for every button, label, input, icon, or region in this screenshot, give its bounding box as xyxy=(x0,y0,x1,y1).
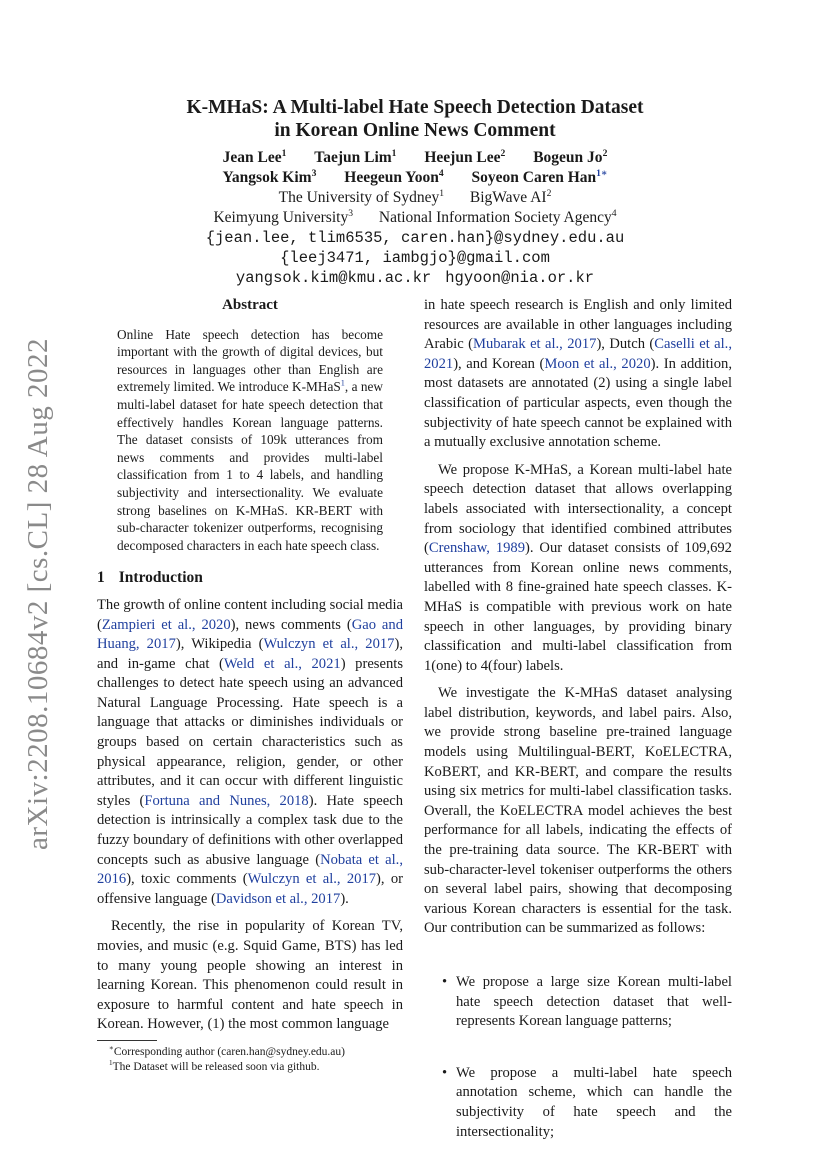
bullet-icon: • xyxy=(442,1064,448,1081)
list-item: • We propose a large size Korean multi-label hate speech detection dataset that well-represents Korean language patterns; xyxy=(442,974,732,1030)
citation-link[interactable]: Davidson et al., 2017 xyxy=(215,890,341,907)
citation-link[interactable]: Nobata et al., 2016 xyxy=(97,851,403,888)
citation-link[interactable]: Caselli et al., 2021 xyxy=(424,336,732,372)
citation-link[interactable]: Weld et al., 2021 xyxy=(223,655,341,672)
abstract-text: Online Hate speech detection has become important with the growth of digital devices, but resources in languages other than English are extremely limited. We introduce K-MHaS$^1$, a new multi-label dataset for hate speech detection that effectively handles Korean language patterns. The dataset consists of 109k utterances from news comments and provides multi-label classification from 1 to 4 labels, and handling subjectivity and intersectionality. We evaluate strong baselines on K-MHaS. KR-BERT with sub-character tokenizer outperforms, recognising decomposed characters in each hate speech class. xyxy=(117,326,383,553)
citation-link[interactable]: Wulczyn et al., 2017 xyxy=(247,871,377,888)
left-column xyxy=(97,296,403,1035)
affiliation-row-2 xyxy=(100,208,730,228)
author: Yangsok Kim$^3$ xyxy=(222,167,317,186)
right-paragraph-1: in hate speech research is English and only limited resources are available in other languages including Arabic (Mubarak et al., 2017), Dutch (Caselli et al., 2021), and Korean (Moon et al., 2020). In addition, most datasets are annotated (2) using a single label classification of particular aspects, even though the subjectivity of hate speech cannot be explained with a mutually exclusive annotation scheme. xyxy=(424,297,732,451)
affiliation: National Information Society Agency$^4$ xyxy=(378,207,617,226)
citation-link[interactable]: Zampieri et al., 2020 xyxy=(101,616,231,633)
email-line-3 xyxy=(100,268,730,288)
intro-paragraph-1: The growth of online content including social media (Zampieri et al., 2020), news comments (Gao and Huang, 2017), Wikipedia (Wulczyn et al., 2017), and in-game chat (Weld et al., 2021) presents challenges to detect hate speech using an advanced Natural Language Processing. Hate speech is a language that attacks or diminishes individuals or groups based on certain characteristics such as physical appearance, religion, gender, or other attributes, and it can occur with different linguistic styles (Fortuna and Nunes, 2018). Hate speech detection is intrinsically a complex task due to the fuzzy boundary of definitions with other overlapped concepts such as abusive language (Nobata et al., 2016), toxic comments (Wulczyn et al., 2017), or offensive language (Davidson et al., 2017). xyxy=(97,596,403,907)
footnote-dataset: $^1$The Dataset will be released soon via github. xyxy=(109,1059,320,1073)
author-row-2 xyxy=(100,168,730,188)
author: Taejun Lim$^1$ xyxy=(314,147,397,166)
footnotes xyxy=(97,1040,403,1075)
email-line-2: {leej3471, iambgjo}@gmail.com xyxy=(280,249,550,267)
author-row-1 xyxy=(100,148,730,168)
affiliation: Keimyung University$^3$ xyxy=(213,207,353,226)
intro-paragraph-2: Recently, the rise in popularity of Korean TV, movies, and music (e.g. Squid Game, BTS) has led to many young people showing an interest in learning Korean. This phenomenon could result in exposure to harmful content and hate speech in Korean. However, (1) the most common language xyxy=(97,918,403,1033)
citation-link[interactable]: Wulczyn et al., 2017 xyxy=(263,636,395,653)
citation-link[interactable]: Mubarak et al., 2017 xyxy=(472,336,597,353)
citation-link[interactable]: Moon et al., 2020 xyxy=(544,355,651,372)
arxiv-identifier: arXiv:2208.10684v2 [cs.CL] 28 Aug 2022 xyxy=(22,338,54,850)
author-block xyxy=(100,148,730,288)
abstract-heading: Abstract xyxy=(222,297,278,313)
email-line-1: {jean.lee, tlim6535, caren.han}@sydney.edu.au xyxy=(205,229,625,247)
author: Heegeun Yoon$^4$ xyxy=(344,167,444,186)
bullet-icon: • xyxy=(442,974,448,990)
footnote-rule xyxy=(97,1040,157,1041)
right-column xyxy=(424,296,732,1174)
footnote-corresponding: ∗Corresponding author (caren.han@sydney.edu.au) xyxy=(109,1044,345,1058)
email: hgyoon@nia.or.kr xyxy=(445,269,595,287)
section-heading-introduction: 1 Introduction xyxy=(97,569,203,587)
title-line-1: K-MHaS: A Multi-label Hate Speech Detection Dataset xyxy=(186,97,644,118)
affiliation-row-1 xyxy=(100,188,730,208)
affiliation: BigWave $AI^2$ xyxy=(469,187,552,206)
author: Soyeon Caren Han$^{1∗}$ xyxy=(471,167,608,186)
paper-title xyxy=(100,96,730,142)
citation-link[interactable]: Gao and Huang, 2017 xyxy=(97,616,403,653)
title-line-2: in Korean Online News Comment xyxy=(274,120,556,141)
author: Bogeun Jo$^2$ xyxy=(533,147,608,166)
contribution-list xyxy=(424,973,732,1142)
author: Heejun Lee$^2$ xyxy=(424,147,506,166)
affiliation: The University of Sydney$^1$ xyxy=(278,187,445,206)
citation-link[interactable]: Crenshaw, 1989 xyxy=(428,540,526,557)
right-paragraph-3: We investigate the K-MHaS dataset analysing label distribution, keywords, and label pairs. Also, we provide strong baseline pre-trained language models using Multilingual-BERT, KoELECTRA, KoBERT, and KR-BERT, and compare the results using six metrics for multi-label classification tasks. Overall, the KoELECTRA model achieves the best performance for all labels, indicating the effects of the pre-training data source. The KR-BERT with sub-character-level tokeniser outperforms the others on several label pairs, showing that decomposing various Korean characters is essential for the task. Our contribution can be summarized as follows: xyxy=(424,685,732,937)
list-item: • We propose a multi-label hate speech annotation scheme, which can handle the subjectivity of hate speech and the intersectionality; xyxy=(442,1064,732,1140)
citation-link[interactable]: Fortuna and Nunes, 2018 xyxy=(144,792,309,809)
author: Jean Lee$^1$ xyxy=(222,147,287,166)
email: yangsok.kim@kmu.ac.kr xyxy=(235,269,432,287)
right-paragraph-2: We propose K-MHaS, a Korean multi-label hate speech detection dataset that allows overlapping labels associated with intersectionality, a concept from sociology that identified combined attributes (Crenshaw, 1989). Our dataset consists of 109,692 utterances from Korean online news comments, labelled with 8 fine-grained hate speech classes. K-MHaS is compatible with previous work on hate speech in other languages, by providing binary classification and multi-label classification from 1(one) to 4(four) labels. xyxy=(424,461,732,674)
